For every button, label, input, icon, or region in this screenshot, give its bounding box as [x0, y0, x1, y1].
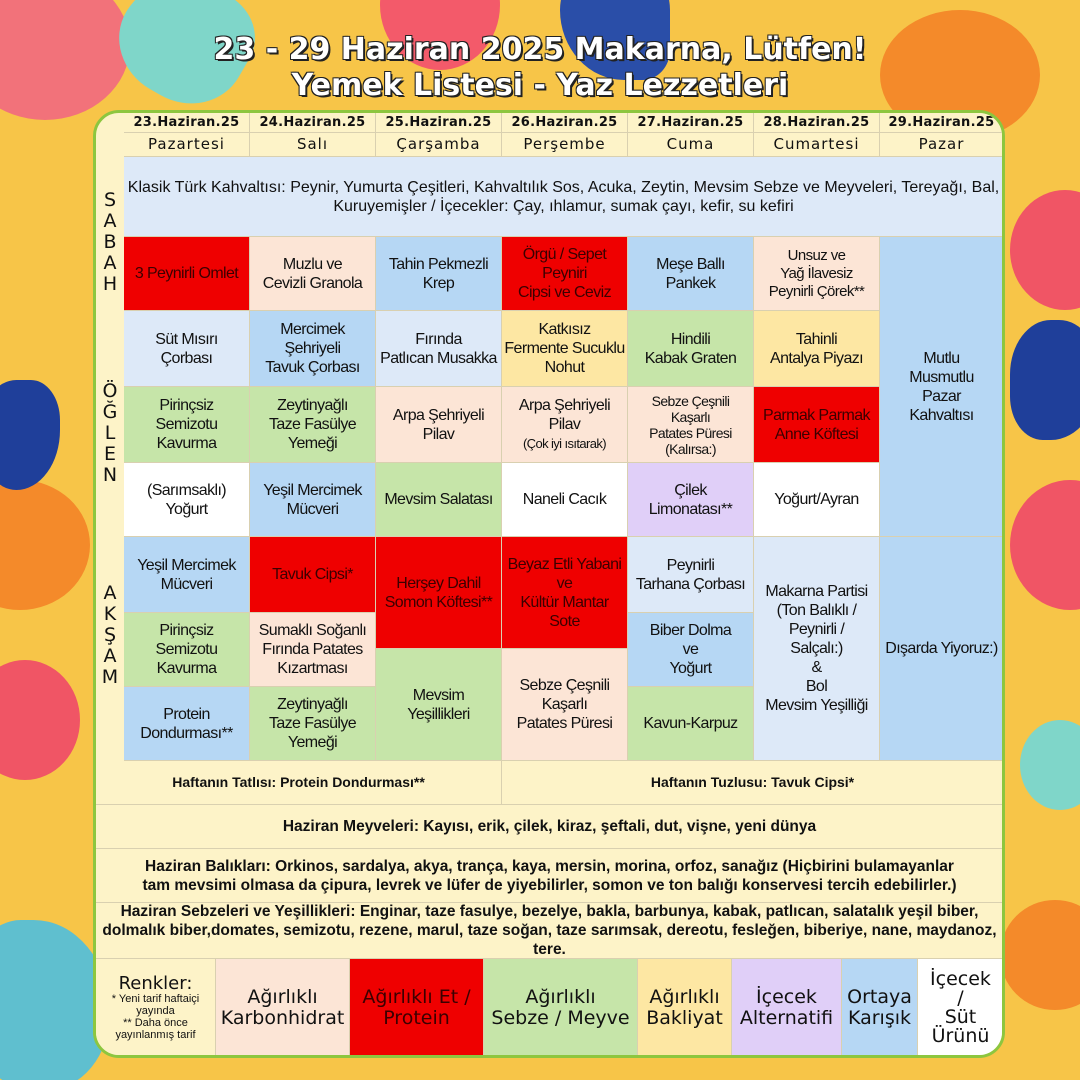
day-thu: Perşembe: [502, 133, 628, 157]
meal-wed-4: [376, 463, 502, 537]
menu-board: [93, 110, 1005, 1058]
meal-mon-4: [124, 463, 250, 537]
meal-text: Meşe Ballı Pankek: [656, 255, 725, 292]
legend-dairy: [918, 959, 1004, 1057]
date-wed: 25.Haziran.25: [376, 113, 502, 133]
meal-text: Yeşil Mercimek Mücveri: [263, 481, 362, 518]
meal-thu-5: [502, 537, 628, 649]
meal-text: Hindili Kabak Graten: [644, 330, 737, 367]
meal-text: Mevsim Salatası: [384, 491, 493, 508]
meal-tue-6: [250, 613, 376, 687]
day-tue: Salı: [250, 133, 376, 157]
legend-mixed: [842, 959, 918, 1057]
meal-wed-3: [376, 387, 502, 463]
meal-fri-5: [628, 537, 754, 613]
decor-leaf: [1010, 320, 1080, 440]
june-fish-text: Haziran Balıkları: Orkinos, sardalya, akya, trança, kaya, mersin, morina, orfoz, sanağız (Hiçbirini bulamayanlar tam mevsimi olmasa da çipura, levrek ve lüfer de yiyebilirler, somon ve ton balığı konservesi tercih edebilirler.): [142, 857, 957, 894]
meal-text: Çilek Limonatası**: [648, 481, 733, 518]
meal-fri-6: [628, 613, 754, 687]
decor-leaf: [0, 380, 60, 490]
decor-orange: [1000, 900, 1080, 1010]
meal-mon-6: [124, 613, 250, 687]
meal-text: Sebze Çeşnili Kaşarlı Patates Püresi (Kalırsa:): [649, 392, 732, 457]
meal-tue-4: [250, 463, 376, 537]
decor-orange: [0, 480, 90, 610]
legend-label: Ortaya Karışık: [847, 985, 912, 1029]
meal-wed-1: [376, 237, 502, 311]
section-letter: A: [103, 251, 117, 274]
meal-text: Zeytinyağlı Taze Fasülye Yemeği: [268, 696, 357, 751]
meal-thu-1: [502, 237, 628, 311]
week-salty: [502, 761, 1004, 805]
meal-text: Tavuk Cipsi*: [272, 566, 353, 583]
meal-sat-5: [754, 537, 880, 761]
day-sat: Cumartesi: [754, 133, 880, 157]
date-mon: 23.Haziran.25: [124, 113, 250, 133]
meal-sat-1: [754, 237, 880, 311]
legend-label: İçecek Alternatifi: [739, 985, 834, 1029]
decor-leaf: [1020, 720, 1080, 810]
meal-sun-1: [880, 237, 1004, 537]
meal-tue-7: [250, 687, 376, 761]
meal-mon-5: [124, 537, 250, 613]
day-wed: Çarşamba: [376, 133, 502, 157]
section-label-sabah: [96, 177, 124, 307]
date-thu: 26.Haziran.25: [502, 113, 628, 133]
meal-text: Yoğurt/Ayran: [774, 491, 859, 508]
meal-fri-4: [628, 463, 754, 537]
legend-label: İçecek / Süt Ürünü: [930, 967, 991, 1047]
decor-apple: [0, 660, 80, 780]
page-title: [0, 32, 1080, 104]
meal-text: (Sarımsaklı) Yoğurt: [146, 481, 227, 518]
june-vegetables: [96, 903, 1004, 959]
meal-text: Arpa Şehriyeli Pilav: [518, 397, 611, 433]
meal-mon-2: [124, 311, 250, 387]
day-fri: Cuma: [628, 133, 754, 157]
meal-text: Beyaz Etli Yabani ve Kültür Mantar Sote: [507, 555, 622, 630]
meal-text: Sumaklı Soğanlı Fırında Patates Kızartması: [258, 622, 367, 677]
meal-text: Sebze Çeşnili Kaşarlı Patates Püresi: [516, 677, 613, 732]
meal-text: Tahin Pekmezli Krep: [388, 255, 489, 292]
section-letter: L: [104, 421, 116, 444]
date-tue: 24.Haziran.25: [250, 113, 376, 133]
meal-sat-2: [754, 311, 880, 387]
legend-drink: [732, 959, 842, 1057]
section-letter: B: [103, 230, 117, 253]
meal-mon-1: [124, 237, 250, 311]
day-mon: Pazartesi: [124, 133, 250, 157]
meal-text: Biber Dolma ve Yoğurt: [649, 622, 732, 677]
date-fri: 27.Haziran.25: [628, 113, 754, 133]
meal-text: Herşey Dahil Somon Köftesi**: [384, 574, 493, 611]
meal-tue-2: [250, 311, 376, 387]
meal-text: Kavun-Karpuz: [643, 715, 738, 732]
meal-tue-3: [250, 387, 376, 463]
section-letter: A: [103, 209, 117, 232]
legend-title-box: [96, 959, 216, 1057]
decor-apple: [1010, 480, 1080, 610]
meal-text: Katkısız Fermente Sucuklu Nohut: [504, 321, 625, 376]
section-letter: A: [103, 645, 117, 667]
meal-text: Protein Dondurması**: [140, 705, 233, 742]
meal-text: 3 Peynirli Omlet: [134, 265, 239, 282]
meal-tue-1: [250, 237, 376, 311]
meal-text: Mercimek Şehriyeli Tavuk Çorbası: [265, 321, 360, 376]
meal-text: Mutlu Musmutlu Pazar Kahvaltısı: [909, 349, 974, 424]
june-fruits-text: Haziran Meyveleri: Kayısı, erik, çilek, kiraz, şeftali, dut, vişne, yeni dünya: [282, 818, 817, 835]
legend-protein: [350, 959, 484, 1057]
title-line-2: Yemek Listesi - Yaz Lezzetleri: [291, 68, 789, 103]
meal-wed-2: [376, 311, 502, 387]
section-letter: M: [101, 666, 119, 688]
meal-fri-3: [628, 387, 754, 463]
meal-text: Peynirli Tarhana Çorbası: [635, 556, 746, 593]
title-line-1: 23 - 29 Haziran 2025 Makarna, Lütfen!: [213, 32, 867, 67]
meal-text: Pirinçsiz Semizotu Kavurma: [155, 397, 218, 452]
date-sat: 28.Haziran.25: [754, 113, 880, 133]
legend-label: Ağırlıklı Sebze / Meyve: [491, 985, 630, 1029]
section-letter: E: [103, 442, 116, 465]
meal-mon-3: [124, 387, 250, 463]
meal-sat-3: [754, 387, 880, 463]
meal-text: Makarna Partisi (Ton Balıklı / Peynirli / Salçalı:) & Bol Mevsim Yeşilliği: [765, 583, 868, 714]
legend-label: Ağırlıklı Karbonhidrat: [220, 985, 345, 1029]
meal-tue-5: [250, 537, 376, 613]
meal-thu-4: [502, 463, 628, 537]
section-letter: Ö: [102, 379, 118, 402]
june-fish: [96, 849, 1004, 903]
meal-fri-1: [628, 237, 754, 311]
meal-wed-6: [376, 649, 502, 761]
meal-text: Tahinli Antalya Piyazı: [770, 330, 863, 367]
breakfast-banner: [124, 157, 1004, 237]
meal-text: Arpa Şehriyeli Pilav: [392, 406, 485, 443]
breakfast-banner-text: Klasik Türk Kahvaltısı: Peynir, Yumurta Çeşitleri, Kahvaltılık Sos, Acuka, Zeytin, Mevsim Sebze ve Meyveleri, Tereyağı, Bal, Kuruyemişler / İçecekler: Çay, ıhlamur, sumak çayı, kefir, su kefiri: [127, 178, 1000, 215]
meal-text: Mevsim Yeşillikleri: [407, 686, 470, 723]
meal-text: Unsuz ve Yağ İlavesiz Peynirli Çörek**: [768, 246, 865, 300]
meal-thu-2: [502, 311, 628, 387]
section-label-oglen: [96, 363, 124, 503]
day-sun: Pazar: [880, 133, 1004, 157]
meal-fri-7: [628, 687, 754, 761]
week-salty-text: Haftanın Tuzlusu: Tavuk Cipsi*: [650, 774, 855, 790]
june-fruits: [96, 805, 1004, 849]
legend-legume: [638, 959, 732, 1057]
meal-text: Süt Mısırı Çorbası: [155, 330, 218, 367]
week-dessert: [96, 761, 502, 805]
meal-thu-6: [502, 649, 628, 761]
legend-title: Renkler:: [118, 973, 193, 994]
section-label-aksam: [96, 568, 124, 703]
week-dessert-text: Haftanın Tatlısı: Protein Dondurması**: [172, 774, 425, 790]
june-vegetables-text: Haziran Sebzeleri ve Yeşillikleri: Enginar, taze fasulye, bezelye, bakla, barbunya, kabak, patlıcan, salatalık yeşil biber, dolmalık biber,domates, semizotu, rezene, marul, taze soğan, taze sarımsak, dereotu, fesleğen, biberiye, nane, maydanoz, tere.: [102, 903, 997, 958]
meal-text: Zeytinyağlı Taze Fasülye Yemeği: [268, 397, 357, 452]
meal-note: (Çok iyi ısıtarak): [522, 436, 607, 451]
meal-thu-3: [502, 387, 628, 463]
section-letter: K: [103, 603, 117, 625]
section-letter: Ğ: [102, 400, 118, 423]
date-sun: 29.Haziran.25: [880, 113, 1004, 133]
decor-apple: [1010, 190, 1080, 310]
meal-wed-5: [376, 537, 502, 649]
legend-label: Ağırlıklı Et / Protein: [362, 985, 471, 1029]
meal-text: Yeşil Mercimek Mücveri: [137, 556, 236, 593]
meal-text: Parmak Parmak Anne Köftesi: [763, 406, 870, 443]
section-letter: N: [102, 463, 118, 486]
meal-text: Naneli Cacık: [522, 491, 607, 508]
section-letter: S: [103, 188, 117, 211]
legend-label: Ağırlıklı Bakliyat: [646, 985, 723, 1029]
section-letter: H: [102, 272, 118, 295]
meal-text: Dışarda Yiyoruz:): [885, 640, 998, 657]
meal-text: Fırında Patlıcan Musakka: [380, 330, 497, 367]
legend-veg: [484, 959, 638, 1057]
section-letter: Ş: [103, 624, 117, 646]
section-letter: A: [103, 582, 117, 604]
meal-text: Muzlu ve Cevizli Granola: [262, 255, 363, 292]
meal-sat-4: [754, 463, 880, 537]
meal-sun-2: [880, 537, 1004, 761]
meal-fri-2: [628, 311, 754, 387]
legend-note: * Yeni tarif haftaiçi yayında ** Daha önce yayınlanmış tarif: [111, 993, 200, 1041]
meal-text: Pirinçsiz Semizotu Kavurma: [155, 622, 218, 677]
meal-text: Örgü / Sepet Peyniri Cipsi ve Ceviz: [518, 246, 611, 301]
legend-carb: [216, 959, 350, 1057]
meal-mon-7: [124, 687, 250, 761]
